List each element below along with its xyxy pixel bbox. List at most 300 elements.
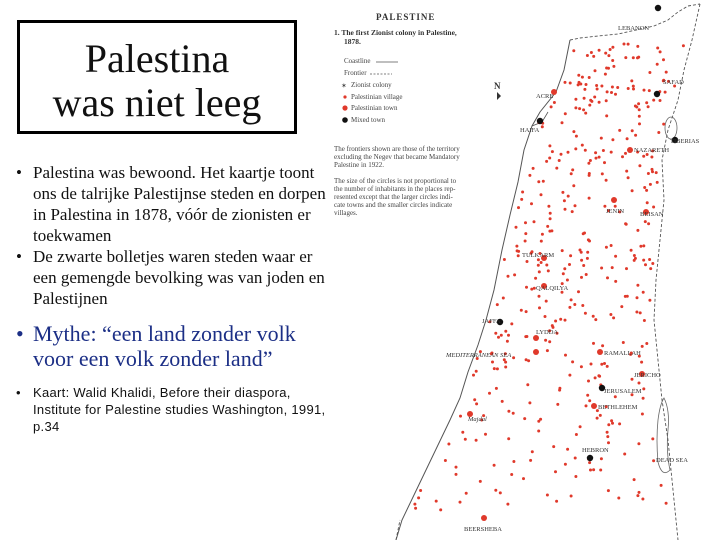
village-dot xyxy=(495,387,498,390)
village-dot xyxy=(564,81,567,84)
village-dot xyxy=(493,464,496,467)
village-dot xyxy=(525,335,528,338)
village-dot xyxy=(501,400,504,403)
village-dot xyxy=(578,81,581,84)
village-dot xyxy=(656,47,659,50)
village-dot xyxy=(651,262,654,265)
village-dot xyxy=(586,394,589,397)
village-dot xyxy=(600,85,603,88)
village-dot xyxy=(447,443,450,446)
village-dot xyxy=(633,254,636,257)
town-hebron xyxy=(587,455,593,461)
village-dot xyxy=(606,90,609,93)
village-dot xyxy=(595,84,598,87)
label-jenin: JENIN xyxy=(606,208,625,215)
village-dot xyxy=(611,266,614,269)
village-dot xyxy=(601,344,604,347)
village-dot xyxy=(642,155,645,158)
village-dot xyxy=(592,55,595,58)
village-dot xyxy=(637,102,640,105)
legend-town-dot xyxy=(342,105,347,110)
village-dot xyxy=(637,442,640,445)
legend-mixed: Mixed town xyxy=(351,116,386,124)
village-dot xyxy=(549,217,552,220)
map-note-line: excluding the Negev that became Mandatory xyxy=(334,153,460,161)
village-dot xyxy=(657,131,660,134)
village-dot xyxy=(624,222,627,225)
village-dot xyxy=(573,303,576,306)
village-dot xyxy=(517,250,520,253)
village-dot xyxy=(652,99,655,102)
village-dot xyxy=(574,98,577,101)
village-dot xyxy=(614,280,617,283)
village-dot xyxy=(545,264,548,267)
village-dot xyxy=(636,296,639,299)
village-dot xyxy=(496,303,499,306)
village-dot xyxy=(639,311,642,314)
village-dot xyxy=(578,107,581,110)
village-dot xyxy=(540,261,543,264)
village-dot xyxy=(607,489,610,492)
label-majdal: Majdal xyxy=(468,416,487,423)
village-dot xyxy=(568,374,571,377)
village-dot xyxy=(577,74,580,77)
village-dot xyxy=(636,45,639,48)
bullet-dot: • xyxy=(16,385,21,400)
place-labels xyxy=(445,25,700,533)
bullet-dot: • xyxy=(16,321,24,346)
village-dot xyxy=(642,259,645,262)
village-dot xyxy=(515,245,518,248)
village-dot xyxy=(419,489,422,492)
village-dot xyxy=(556,403,559,406)
village-dot xyxy=(533,220,536,223)
village-dot xyxy=(572,184,575,187)
myth-item xyxy=(16,321,326,371)
title-line-2: was niet leeg xyxy=(52,80,262,125)
village-dot xyxy=(569,254,572,257)
village-dots xyxy=(413,43,685,512)
bullet-dot: • xyxy=(16,163,22,182)
village-dot xyxy=(439,508,442,511)
village-dot xyxy=(504,361,507,364)
village-dot xyxy=(614,93,617,96)
village-dot xyxy=(586,54,589,57)
village-dot xyxy=(612,316,615,319)
village-dot xyxy=(560,153,563,156)
legend-zionist: Zionist colony xyxy=(351,81,392,89)
village-dot xyxy=(552,445,555,448)
label-haifa: HAIFA xyxy=(520,127,540,134)
village-dot xyxy=(639,245,642,248)
village-dot xyxy=(493,367,496,370)
village-dot xyxy=(554,470,557,473)
village-dot xyxy=(414,507,417,510)
village-dot xyxy=(455,466,458,469)
village-dot xyxy=(583,97,586,100)
village-dot xyxy=(513,273,516,276)
village-dot xyxy=(605,114,608,117)
north-arrow-icon xyxy=(497,92,501,100)
village-dot xyxy=(594,151,597,154)
village-dot xyxy=(650,156,653,159)
village-dot xyxy=(642,244,645,247)
village-dot xyxy=(599,414,602,417)
map-subtitle-1: 1. The first Zionist colony in Palestine, xyxy=(334,28,457,37)
village-dot xyxy=(572,49,575,52)
legend-mixed-dot xyxy=(342,117,348,123)
village-dot xyxy=(588,104,591,107)
map-notes xyxy=(334,145,460,217)
village-dot xyxy=(606,435,609,438)
village-dot xyxy=(532,167,535,170)
label-tulkarm: TULKARM xyxy=(522,252,555,259)
frontier-north xyxy=(570,4,700,40)
label-jaffa: JAFFA xyxy=(482,318,501,325)
village-dot xyxy=(558,159,561,162)
legend-village: Palestinian village xyxy=(351,93,403,101)
village-dot xyxy=(570,172,573,175)
village-dot xyxy=(579,249,582,252)
village-dot xyxy=(574,147,577,150)
village-dot xyxy=(588,399,591,402)
village-dot xyxy=(529,459,532,462)
village-dot xyxy=(655,171,658,174)
label-beisan: BEISAN xyxy=(640,211,664,218)
village-dot xyxy=(506,503,509,506)
village-dot xyxy=(662,123,665,126)
village-dot xyxy=(636,494,639,497)
village-dot xyxy=(623,453,626,456)
village-dot xyxy=(524,221,527,224)
village-dot xyxy=(538,295,541,298)
village-dot xyxy=(588,197,591,200)
label-acre: ACRE xyxy=(536,93,554,100)
village-dot xyxy=(632,88,635,91)
village-dot xyxy=(600,457,603,460)
village-dot xyxy=(564,319,567,322)
village-dot xyxy=(472,374,475,377)
village-dot xyxy=(527,359,530,362)
village-dot xyxy=(579,425,582,428)
village-dot xyxy=(563,199,566,202)
bullet-text: De zwarte bolletjes waren steden waar er een gemengde bevolking was van joden en Palestijnen xyxy=(33,247,325,308)
village-dot xyxy=(512,356,515,359)
village-dot xyxy=(496,367,499,370)
village-dot xyxy=(540,193,543,196)
village-dot xyxy=(626,295,629,298)
village-dot xyxy=(564,208,567,211)
legend-village-dot xyxy=(343,95,346,98)
bullet-dot: • xyxy=(16,247,22,266)
village-dot xyxy=(455,473,458,476)
village-dot xyxy=(564,354,567,357)
village-dot xyxy=(647,105,650,108)
label-beersheba: BEERSHEBA xyxy=(464,526,502,533)
village-dot xyxy=(644,263,647,266)
village-dot xyxy=(585,273,588,276)
village-dot xyxy=(530,202,533,205)
village-dot xyxy=(545,300,548,303)
village-dot xyxy=(585,404,588,407)
village-dot xyxy=(587,238,590,241)
village-dot xyxy=(566,448,569,451)
village-dot xyxy=(574,457,577,460)
village-dot xyxy=(611,46,614,49)
village-dot xyxy=(598,156,601,159)
village-dot xyxy=(607,54,610,57)
village-dot xyxy=(547,205,550,208)
village-dot xyxy=(635,311,638,314)
village-dot xyxy=(603,161,606,164)
village-dot xyxy=(622,341,625,344)
village-dot xyxy=(633,259,636,262)
village-dot xyxy=(586,251,589,254)
village-dot xyxy=(497,336,500,339)
village-dot xyxy=(567,195,570,198)
village-dot xyxy=(510,322,513,325)
village-dot xyxy=(537,264,540,267)
village-dot xyxy=(521,191,524,194)
village-dot xyxy=(541,125,544,128)
village-dot xyxy=(575,135,578,138)
village-dot xyxy=(638,108,641,111)
village-dot xyxy=(502,297,505,300)
village-dot xyxy=(632,85,635,88)
village-dot xyxy=(609,48,612,51)
village-dot xyxy=(605,179,608,182)
village-dot xyxy=(627,43,630,46)
village-dot xyxy=(571,210,574,213)
map-svg xyxy=(318,0,720,540)
map-note-line: cate towns and the smaller circles indicate xyxy=(334,201,453,209)
village-dot xyxy=(568,263,571,266)
village-dot xyxy=(592,315,595,318)
village-dot xyxy=(524,240,527,243)
village-dot xyxy=(570,298,573,301)
village-dot xyxy=(642,387,645,390)
town-ramla xyxy=(533,349,539,355)
town-haifa xyxy=(537,118,543,124)
village-dot xyxy=(611,59,614,62)
village-dot xyxy=(616,86,619,89)
village-dot xyxy=(665,71,668,74)
village-dot xyxy=(475,402,478,405)
village-dot xyxy=(648,258,651,261)
village-dot xyxy=(523,417,526,420)
village-dot xyxy=(554,320,557,323)
village-dot xyxy=(596,88,599,91)
village-dot xyxy=(588,172,591,175)
village-dot xyxy=(530,288,533,291)
village-dot xyxy=(488,392,491,395)
village-dot xyxy=(584,149,587,152)
village-dot xyxy=(589,469,592,472)
village-dot xyxy=(564,112,567,115)
village-dot xyxy=(604,73,607,76)
village-dot xyxy=(506,340,509,343)
palestine-map xyxy=(318,0,720,540)
bullet-item xyxy=(16,162,326,246)
village-dot xyxy=(594,69,597,72)
village-dot xyxy=(473,398,476,401)
village-dot xyxy=(537,180,540,183)
village-dot xyxy=(551,150,554,153)
village-dot xyxy=(461,431,464,434)
village-dot xyxy=(580,276,583,279)
village-dot xyxy=(643,89,646,92)
village-dot xyxy=(561,249,564,252)
village-dot xyxy=(507,275,510,278)
village-dot xyxy=(627,176,630,179)
village-dot xyxy=(614,395,617,398)
village-dot xyxy=(597,374,600,377)
village-dot xyxy=(656,63,659,66)
village-dot xyxy=(538,306,541,309)
village-dot xyxy=(682,44,685,47)
village-dot xyxy=(577,290,580,293)
village-dot xyxy=(610,244,613,247)
village-dot xyxy=(600,137,603,140)
village-dot xyxy=(618,422,621,425)
title-line-1: Palestina xyxy=(84,36,230,81)
village-dot xyxy=(605,246,608,249)
village-dot xyxy=(585,83,588,86)
village-dot xyxy=(561,191,564,194)
village-dot xyxy=(631,129,634,132)
village-dot xyxy=(638,122,641,125)
village-dot xyxy=(598,101,601,104)
town-beersheba xyxy=(481,515,487,521)
village-dot xyxy=(594,318,597,321)
legend-town: Palestinian town xyxy=(351,104,398,112)
town-jenin xyxy=(611,197,617,203)
village-dot xyxy=(651,437,654,440)
village-dot xyxy=(528,401,531,404)
village-dot xyxy=(625,267,628,270)
village-dot xyxy=(582,108,585,111)
village-dot xyxy=(510,473,513,476)
village-dot xyxy=(595,157,598,160)
bullet-item xyxy=(16,246,326,309)
village-dot xyxy=(611,422,614,425)
village-dot xyxy=(584,112,587,115)
village-dot xyxy=(512,412,515,415)
label-dead-sea: DEAD SEA xyxy=(656,457,688,464)
village-dot xyxy=(494,332,497,335)
village-dot xyxy=(504,330,507,333)
village-dot xyxy=(548,144,551,147)
village-dot xyxy=(598,49,601,52)
village-dot xyxy=(646,201,649,204)
village-dot xyxy=(636,229,639,232)
village-dot xyxy=(465,492,468,495)
village-dot xyxy=(638,115,641,118)
village-dot xyxy=(525,286,528,289)
village-dot xyxy=(627,87,630,90)
village-dot xyxy=(459,501,462,504)
map-title: PALESTINE xyxy=(376,12,436,22)
village-dot xyxy=(534,277,537,280)
village-dot xyxy=(644,220,647,223)
village-dot xyxy=(638,382,641,385)
village-dot xyxy=(645,101,648,104)
village-dot xyxy=(648,89,651,92)
village-dot xyxy=(564,463,567,466)
village-dot xyxy=(664,91,667,94)
label-lydda: LYDDA xyxy=(536,329,559,336)
village-dot xyxy=(544,315,547,318)
village-dot xyxy=(563,267,566,270)
village-dot xyxy=(642,291,645,294)
village-dot xyxy=(600,267,603,270)
village-dot xyxy=(464,438,467,441)
village-dot xyxy=(413,503,416,506)
village-dot xyxy=(589,159,592,162)
village-dot xyxy=(444,459,447,462)
village-dot xyxy=(555,167,558,170)
village-dot xyxy=(545,160,548,163)
village-dot xyxy=(500,334,503,337)
village-dot xyxy=(569,82,572,85)
village-dot xyxy=(417,496,420,499)
village-dot xyxy=(647,172,650,175)
village-dot xyxy=(626,137,629,140)
village-dot xyxy=(581,76,584,79)
village-dot xyxy=(548,230,551,233)
village-dot xyxy=(624,152,627,155)
map-note-line: The frontiers shown are those of the territory xyxy=(334,145,460,153)
village-dot xyxy=(638,164,641,167)
map-note-line: resented except that the larger circles indi- xyxy=(334,193,453,201)
label-bethlehem: BETHLEHEM xyxy=(598,404,638,411)
village-dot xyxy=(659,99,662,102)
village-dot xyxy=(592,468,595,471)
village-dot xyxy=(526,260,529,263)
village-dot xyxy=(649,183,652,186)
village-dot xyxy=(631,189,634,192)
village-dot xyxy=(531,450,534,453)
village-dot xyxy=(601,172,604,175)
village-dot xyxy=(641,498,644,501)
village-dot xyxy=(551,324,554,327)
village-dot xyxy=(541,233,544,236)
legend-frontier: Frontier xyxy=(344,69,367,77)
village-dot xyxy=(507,410,510,413)
village-dot xyxy=(610,151,613,154)
village-dot xyxy=(632,56,635,59)
village-dot xyxy=(659,50,662,53)
label-jericho: JERICHO xyxy=(634,372,661,379)
village-dot xyxy=(435,500,438,503)
village-dot xyxy=(546,494,549,497)
village-dot xyxy=(662,58,665,61)
village-dot xyxy=(641,345,644,348)
village-dot xyxy=(538,270,541,273)
village-dot xyxy=(520,309,523,312)
village-dot xyxy=(647,222,650,225)
village-dot xyxy=(643,186,646,189)
village-dot xyxy=(640,361,643,364)
village-dot xyxy=(606,365,609,368)
village-dot xyxy=(621,155,624,158)
village-dot xyxy=(645,189,648,192)
village-dot xyxy=(641,413,644,416)
village-dot xyxy=(603,362,606,365)
map-note-line: the number of inhabitants in the places rep- xyxy=(334,185,456,193)
village-dot xyxy=(515,226,518,229)
village-dot xyxy=(665,502,668,505)
